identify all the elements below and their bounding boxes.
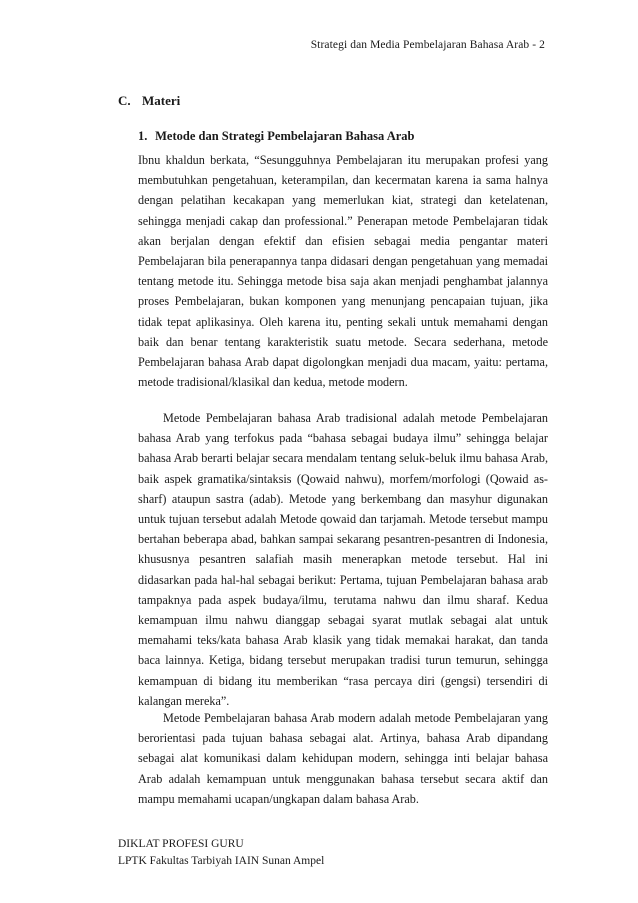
paragraph: Metode Pembelajaran bahasa Arab tradisional adalah metode Pembelajaran bahasa Arab yang terfokus pada “bahasa sebagai budaya ilmu” sehingga belajar bahasa Arab berarti belajar secara mendalam tentang seluk-beluk ilmu bahasa Arab, baik aspek gramatika/sintaksis (Qowaid nahwu), morfem/morfologi (Qowaid as-sharf) ataupun sastra (adab). Metode yang berkembang dan masyhur digunakan untuk tujuan tersebut adalah Metode qowaid dan tarjamah. Metode tersebut mampu bertahan beberapa abad, bahkan sampai sekarang pesantren-pesantren di Indonesia, khususnya pesantren salafiah masih menerapkan metode tersebut. Hal ini didasarkan pada hal-hal sebagai berikut: Pertama, tujuan Pembelajaran bahasa arab tampaknya pada aspek budaya/ilmu, terutama nahwu dan ilmu sharaf. Kedua kemampuan ilmu nahwu dianggap sebagai syarat mutlak sebagai alat untuk memahami teks/kata bahasa Arab klasik yang tidak memakai harakat, dan tanda baca lainnya. Ketiga, bidang tersebut merupakan tradisi turun temurun, sehingga kemampuan di bidang itu memberikan “rasa percaya diri (gengsi) tersendiri di kalangan mereka”.	[138, 411, 548, 708]
section-title: Materi	[142, 93, 181, 108]
subsection-heading	[138, 129, 414, 144]
section-heading	[118, 93, 180, 109]
page-footer	[118, 836, 324, 870]
running-header: Strategi dan Media Pembelajaran Bahasa Arab - 2	[310, 39, 545, 51]
footer-line: DIKLAT PROFESI GURU	[118, 838, 244, 850]
footer-line: LPTK Fakultas Tarbiyah IAIN Sunan Ampel	[118, 855, 325, 867]
subsection-number: 1.	[138, 129, 148, 143]
subsection-title: Metode dan Strategi Pembelajaran Bahasa Arab	[155, 129, 415, 143]
paragraph: Metode Pembelajaran bahasa Arab modern adalah metode Pembelajaran yang berorientasi pada tujuan bahasa sebagai alat. Artinya, bahasa Arab dipandang sebagai alat komunikasi dalam kehidupan modern, sehingga inti belajar bahasa Arab adalah kemampuan untuk menggunakan bahasa tersebut secara aktif dan mampu memahami ucapan/ungkapan dalam bahasa Arab.	[138, 711, 548, 806]
paragraph: Ibnu khaldun berkata, “Sesungguhnya Pembelajaran itu merupakan profesi yang membutuhkan pengetahuan, keterampilan, dan kecermatan karena ia sama halnya dengan pelatihan kecakapan yang memerlukan kiat, strategi dan ketelatenan, sehingga menjadi cakap dan professional.” Penerapan metode Pembelajaran tidak akan berjalan dengan efektif dan efisien sebagai media pengantar materi Pembelajaran bila penerapannya tanpa didasari dengan pengetahuan yang memadai tentang metode itu. Sehingga metode bisa saja akan menjadi penghambat jalannya proses Pembelajaran, bukan komponen yang menunjang pencapaian tujuan, jika tidak tepat aplikasinya. Oleh karena itu, penting sekali untuk memahami dengan baik dan benar tentang karakteristik suatu metode. Secara sederhana, metode Pembelajaran bahasa Arab dapat digolongkan menjadi dua macam, yaitu: pertama, metode tradisional/klasikal dan kedua, metode modern.	[138, 153, 548, 390]
section-number: C.	[118, 93, 131, 108]
